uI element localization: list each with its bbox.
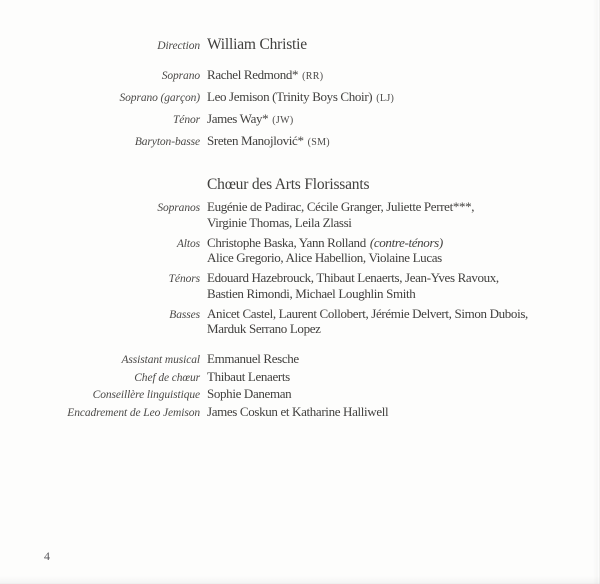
chorus-section-altos xyxy=(0,235,600,266)
direction-row xyxy=(0,36,600,54)
staff-role-label: Chef de chœur xyxy=(134,371,200,384)
staff-name: Emmanuel Resche xyxy=(207,351,299,366)
staff-role-label: Encadrement de Leo Jemison xyxy=(67,406,200,419)
soloist-initials-tag: (JW) xyxy=(272,115,294,126)
soloist-initials-tag: (SM) xyxy=(307,137,330,148)
soloist-row-soprano-garcon xyxy=(0,86,600,108)
chorus-section-names: Edouard Hazebrouck, Thibaut Lenaerts, Jean-Yves Ravoux, Bastien Rimondi, Michael Loughlin Smith xyxy=(207,270,499,301)
soloist-row-baryton-basse xyxy=(0,130,600,152)
soloist-name: James Way* (JW) xyxy=(207,111,294,126)
soloist-name: Rachel Redmond* (RR) xyxy=(207,67,324,82)
chorus-section-tenors xyxy=(0,270,600,301)
scan-edge-bottom xyxy=(0,576,600,584)
soloist-row-tenor xyxy=(0,108,600,130)
soloist-initials-tag: (LJ) xyxy=(376,93,395,104)
chorus-block xyxy=(0,199,600,341)
scan-edge-right xyxy=(593,0,600,584)
staff-name: Thibaut Lenaerts xyxy=(207,368,290,384)
staff-role-label: Assistant musical xyxy=(121,354,200,366)
chorus-section-names: Anicet Castel, Laurent Collobert, Jérémie Delvert, Simon Dubois, Marduk Serrano Lopez xyxy=(207,305,528,336)
staff-row-assistant-musical xyxy=(0,351,600,369)
direction-role-label: Direction xyxy=(157,40,200,52)
chorus-section-label: Ténors xyxy=(168,273,200,285)
chorus-section-label: Altos xyxy=(176,237,200,250)
soloist-initials-tag: (RR) xyxy=(302,71,324,82)
soloist-role-label: Soprano (garçon) xyxy=(119,92,200,104)
soloist-role-label: Soprano xyxy=(161,70,200,82)
staff-row-conseillere-linguistique xyxy=(0,386,600,404)
soloist-role-label: Baryton-basse xyxy=(134,136,200,148)
chorus-section-label: Sopranos xyxy=(157,202,200,214)
direction-block xyxy=(0,36,600,54)
staff-block xyxy=(0,351,600,421)
staff-row-encadrement xyxy=(0,404,600,422)
staff-row-chef-de-choeur xyxy=(0,369,600,387)
soloists-block xyxy=(0,64,600,152)
staff-name: James Coskun et Katharine Halliwell xyxy=(207,403,389,419)
staff-name: Sophie Daneman xyxy=(207,386,292,401)
soloist-role-label: Ténor xyxy=(173,114,200,126)
chorus-note: (contre-ténors) xyxy=(369,234,443,250)
chorus-section-sopranos xyxy=(0,199,600,230)
soloist-name: Sreten Manojlović* (SM) xyxy=(207,133,330,148)
soloist-name: Leo Jemison (Trinity Boys Choir) (LJ) xyxy=(207,89,395,104)
director-name: William Christie xyxy=(207,36,307,53)
chorus-section-basses xyxy=(0,306,600,337)
chorus-section-names: Eugénie de Padirac, Cécile Granger, Juliette Perret***, Virginie Thomas, Leila Zlassi xyxy=(207,199,475,230)
page-number: 4 xyxy=(44,549,50,563)
chorus-section-label: Basses xyxy=(169,308,200,321)
chorus-title: Chœur des Arts Florissants xyxy=(207,176,370,193)
soloist-row-soprano xyxy=(0,64,600,86)
chorus-section-names: Christophe Baska, Yann Rolland (contre-ténors) Alice Gregorio, Alice Habellion, Violaine Lucas xyxy=(207,234,443,265)
staff-role-label: Conseillère linguistique xyxy=(92,389,200,401)
